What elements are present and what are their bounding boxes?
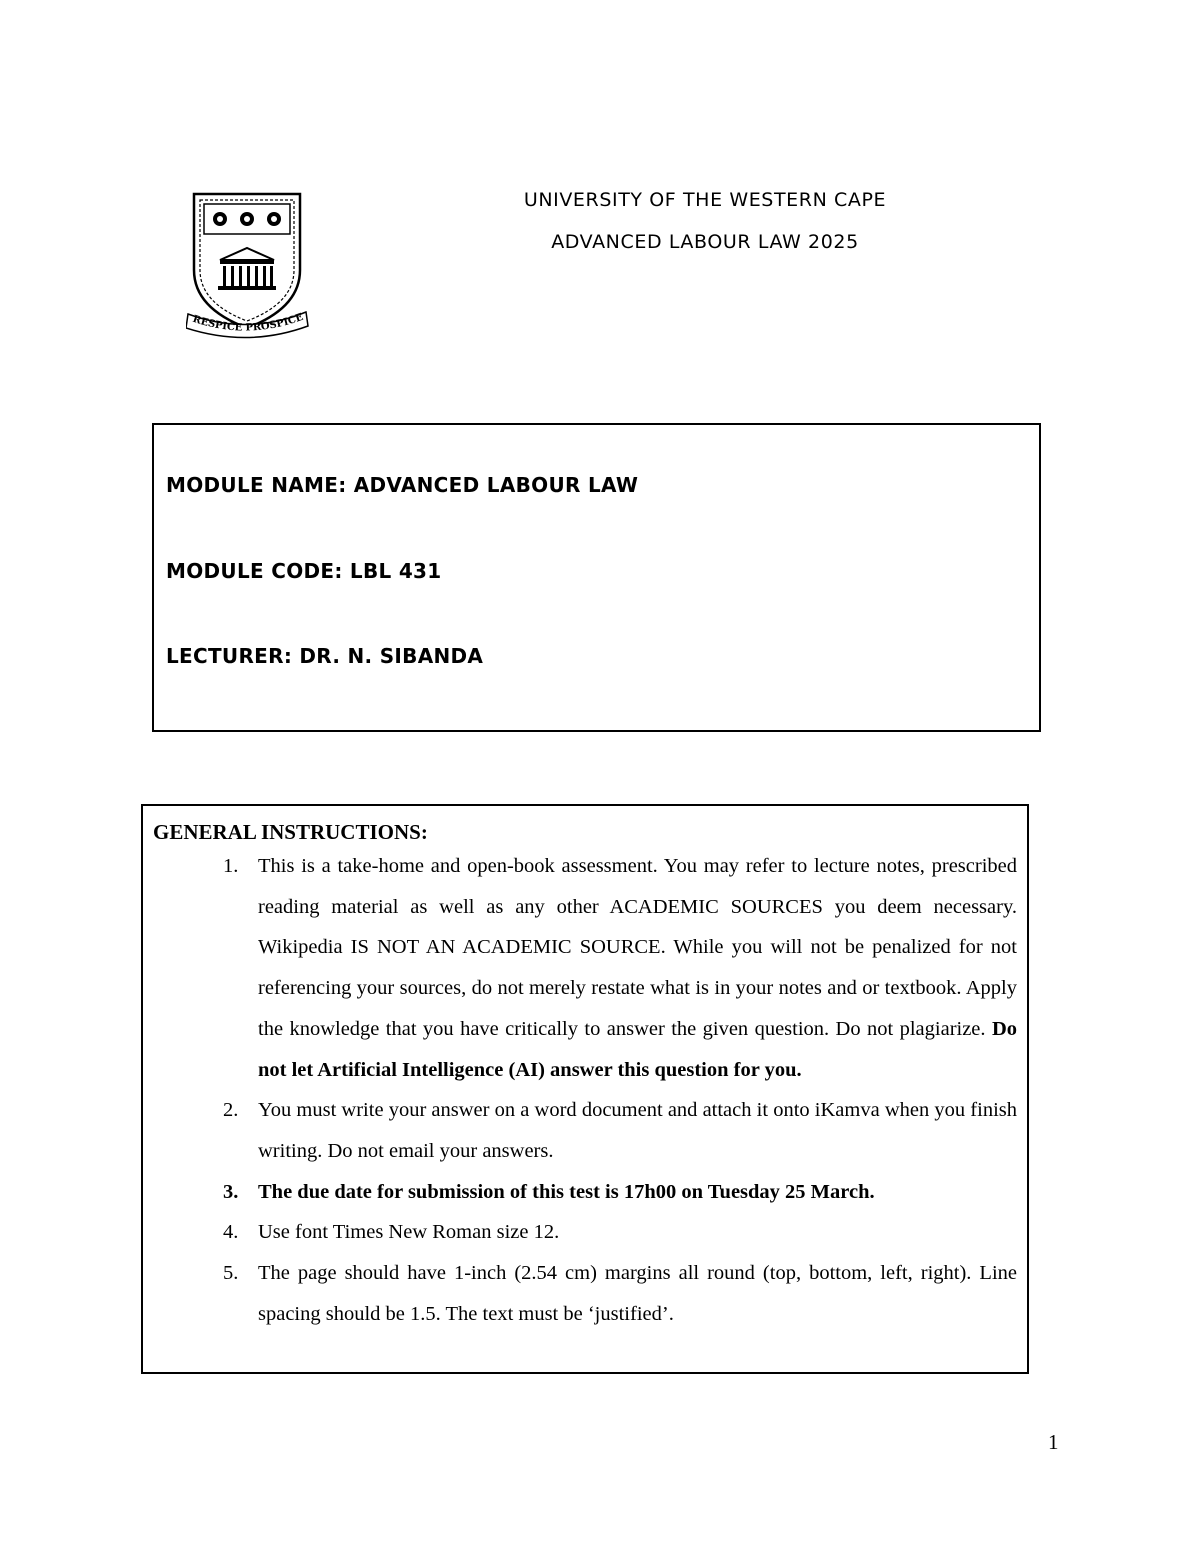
crest-motto: RESPICE PROSPICE bbox=[191, 311, 305, 334]
lecturer-name: LECTURER: DR. N. SIBANDA bbox=[166, 644, 484, 668]
instruction-text: This is a take-home and open-book assessment. You may refer to lecture notes, prescribed reading material as well as any other ACADEMIC SOURCES you deem necessary. Wikipedia IS NOT AN ACADEMIC SOURCE. While you will not be penalized for not referencing your sources, do not merely restate what is in your notes and or textbook. Apply the knowledge that you have critically to answer the given question. Do not plagiarize. bbox=[258, 855, 1017, 1040]
instruction-item bbox=[143, 1090, 1027, 1171]
module-name: MODULE NAME: ADVANCED LABOUR LAW bbox=[166, 473, 639, 497]
instruction-text: The due date for submission of this test is 17h00 on Tuesday 25 March. bbox=[258, 1180, 875, 1203]
module-info-box bbox=[152, 423, 1041, 732]
instruction-number: 2. bbox=[223, 1099, 239, 1122]
page-number: 1 bbox=[1048, 1430, 1059, 1454]
instruction-item-due-date bbox=[143, 1172, 1027, 1213]
course-title: ADVANCED LABOUR LAW 2025 bbox=[551, 231, 859, 253]
instruction-text: Use font Times New Roman size 12. bbox=[258, 1221, 560, 1244]
instruction-number: 5. bbox=[223, 1262, 239, 1285]
instruction-item bbox=[143, 1253, 1027, 1334]
instruction-number: 1. bbox=[223, 855, 239, 877]
instruction-item bbox=[143, 1212, 1027, 1253]
university-crest-logo bbox=[186, 190, 310, 342]
instruction-emphasis: Do not let Artificial Intelligence (AI) answer this question for you. bbox=[258, 1017, 1017, 1081]
instruction-text: The page should have 1-inch (2.54 cm) margins all round (top, bottom, left, right). Line spacing should be 1.5. The text must be ‘justified’. bbox=[258, 1262, 1017, 1325]
instructions-title: GENERAL INSTRUCTIONS: bbox=[153, 820, 428, 844]
instruction-text: You must write your answer on a word document and attach it onto iKamva when you finish writing. Do not email your answers. bbox=[258, 1099, 1017, 1162]
instructions-list bbox=[143, 846, 1027, 1334]
institution-name: UNIVERSITY OF THE WESTERN CAPE bbox=[523, 189, 887, 211]
module-code: MODULE CODE: LBL 431 bbox=[166, 559, 442, 583]
instruction-number: 3. bbox=[223, 1180, 239, 1203]
instruction-number: 4. bbox=[223, 1221, 239, 1244]
general-instructions-box bbox=[141, 804, 1029, 1374]
instruction-item bbox=[143, 846, 1027, 1090]
